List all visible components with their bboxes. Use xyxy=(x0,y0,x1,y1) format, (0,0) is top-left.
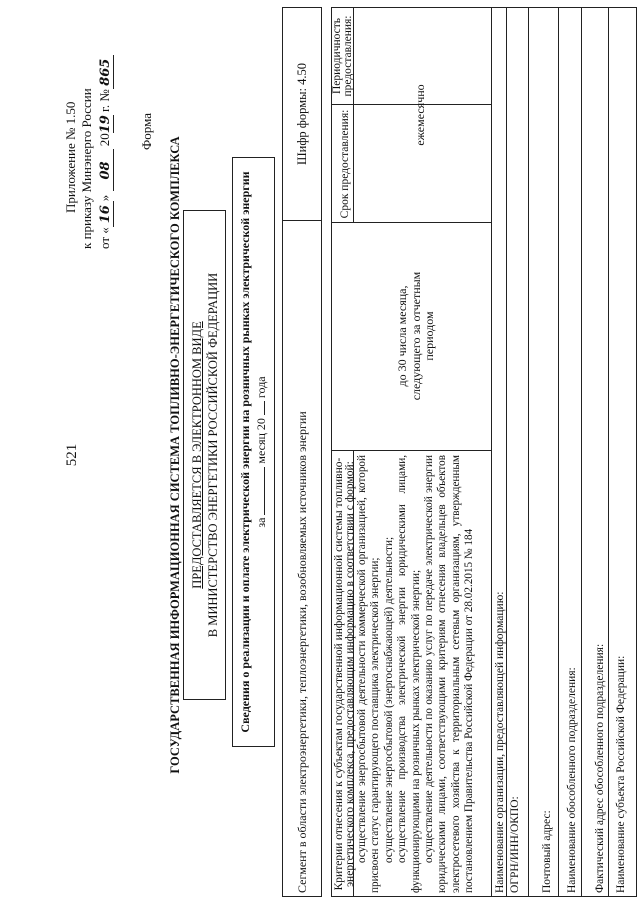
main-title: ГОСУДАРСТВЕННАЯ ИНФОРМАЦИОННАЯ СИСТЕМА ТОПЛИВНО-ЭНЕРГЕТИЧЕСКОГО КОМПЛЕКСА xyxy=(168,136,182,774)
page-number: 521 xyxy=(64,443,80,467)
submission-line-2: В МИНИСТЕРСТВО ЭНЕРГЕТИКИ РОССИЙСКОЙ ФЕДЕРАЦИИ xyxy=(206,272,220,638)
handwritten-month: 08 xyxy=(99,149,114,191)
period-year: года xyxy=(254,376,268,399)
form-code: Шифр формы: 4.50 xyxy=(295,63,309,165)
criteria-header: Критерии отнесения к субъектам государственной информационной системы топливно-энергетического комплекса, предоставляющим информацию в соответствии с формой: xyxy=(333,457,356,891)
period-year-blank xyxy=(264,401,265,415)
periodicity-header: Периодичность предоставления: xyxy=(331,15,354,97)
period-prefix: за xyxy=(254,517,268,528)
handwritten-year: 19 xyxy=(98,115,113,134)
submission-line-1: ПРЕДОСТАВЛЯЕТСЯ В ЭЛЕКТРОННОМ ВИДЕ xyxy=(190,321,204,589)
org-rule-3 xyxy=(558,7,559,897)
criterion-1: осуществление энергосбытовой деятельности коммерческой организацией, которой присвоен статус гарантирующего поставщика электрической энергии; xyxy=(356,455,382,893)
criteria-col-divider-2 xyxy=(331,222,491,223)
appendix-line-1: Приложение № 1.50 xyxy=(63,101,78,213)
period-line xyxy=(254,157,268,747)
year-prefix: 20 xyxy=(97,133,112,147)
org-rule-0 xyxy=(491,7,492,897)
criteria-col-divider-3 xyxy=(331,104,491,105)
criterion-2: осуществление энергосбытовой (энергоснабжающей) деятельности; xyxy=(382,536,395,863)
period-month: месяц 20 xyxy=(254,418,268,464)
year-word: г. № xyxy=(97,89,112,112)
handwritten-number: 865 xyxy=(99,55,114,89)
org-name-label: Наименование организации, предоставляющей информацию: xyxy=(494,591,506,893)
info-title: Сведения о реализации и оплате электрической энергии на розничных рынках электрической энергии xyxy=(238,171,252,733)
division-name-label: Наименование обособленного подразделения: xyxy=(566,667,578,893)
postal-address-label: Почтовый адрес: xyxy=(541,810,553,893)
criteria-body xyxy=(356,455,477,893)
deadline-value: до 30 числа месяца, следующего за отчетным периодом xyxy=(395,271,436,401)
period-month-blank xyxy=(264,467,265,515)
criteria-col-divider-1 xyxy=(331,450,491,451)
org-ogrn-label: ОГРН/ИНН/ОКПО: xyxy=(509,796,521,893)
appendix-line-2: к приказу Минэнерго России xyxy=(79,88,94,249)
appendix-date-line xyxy=(98,55,114,249)
criterion-3: осуществление производства электрической энергии юридическими лицами, функционирующими на розничных рынках электрической энергии; xyxy=(396,455,422,893)
region-name-label: Наименование субъекта Российской Федерации: xyxy=(615,655,627,893)
org-rule-1 xyxy=(506,7,507,897)
org-rule-2 xyxy=(528,7,529,897)
org-rule-4 xyxy=(581,7,582,897)
segment-label: Сегмент в области электроэнергетики, теплоэнергетики, возобновляемых источников энергии xyxy=(295,411,309,893)
division-address-label: Фактический адрес обособленного подразделения: xyxy=(594,643,606,893)
handwritten-day: 16 xyxy=(99,201,114,227)
periodicity-value: ежемесячно xyxy=(413,84,427,146)
date-prefix: от « xyxy=(97,227,112,249)
date-mid: » xyxy=(97,194,112,202)
deadline-header: Срок предоставления: xyxy=(339,109,351,219)
form-label: Форма xyxy=(139,113,154,150)
org-rule-5 xyxy=(608,7,609,897)
criterion-4: осуществление деятельности по оказанию услуг по передаче электрической энергии юридическими лицами, соответствующими критериям отнесения владельцев объектов электросетевого хозяйства к территориальным сетевым организациям, утвержденным постановлением Правительства Российской Федерации от 28.02.2015 № 184 xyxy=(423,455,476,893)
